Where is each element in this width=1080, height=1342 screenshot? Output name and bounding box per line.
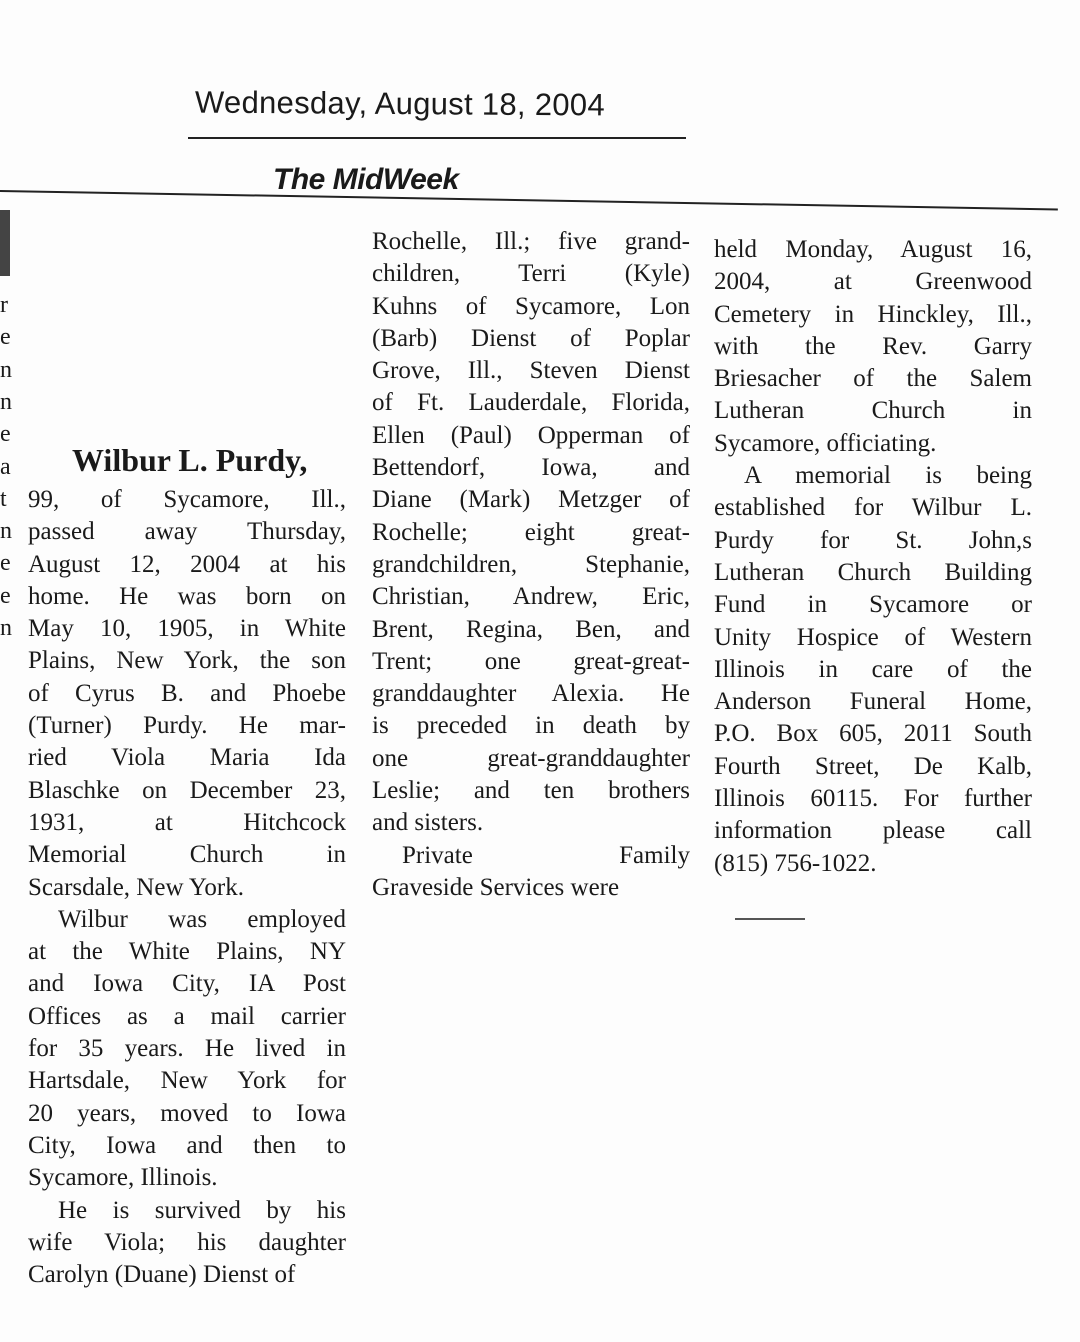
text-line: 2004, at Greenwood — [714, 268, 1032, 296]
text-line: Trent; one great-great- — [372, 647, 690, 675]
text-line: Leslie; and ten brothers — [372, 777, 690, 805]
text-line: Lutheran Church Building — [714, 558, 1032, 586]
header-rule — [0, 190, 1058, 210]
letter-fragment: e — [0, 421, 11, 448]
letter-fragment: n — [0, 615, 12, 641]
text-line: Offices as a mail carrier — [28, 1002, 346, 1030]
text-line: (815) 756-1022. — [714, 849, 877, 877]
text-line: Wilbur was employed — [58, 905, 346, 933]
text-line: Blaschke on December 23, — [28, 776, 346, 804]
text-line: Carolyn (Duane) Dienst of — [28, 1261, 296, 1289]
letter-fragment: e — [0, 550, 11, 577]
letter-fragment: n — [0, 388, 12, 415]
text-line: He is survived by his — [58, 1196, 346, 1224]
text-line: Private Family — [402, 841, 690, 869]
text-line: Unity Hospice of Western — [714, 623, 1032, 651]
text-line: Brent, Regina, Ben, and — [372, 615, 690, 643]
text-line: 20 years, moved to Iowa — [28, 1099, 346, 1127]
text-line: is preceded in death by — [372, 712, 690, 740]
text-line: Hartsdale, New York for — [28, 1067, 346, 1095]
text-line: May 10, 1905, in White — [28, 615, 346, 643]
text-line: Fund in Sycamore or — [714, 591, 1032, 619]
text-line: passed away Thursday, — [28, 518, 346, 546]
text-line: Illinois in care of the — [714, 655, 1032, 683]
column-1 — [28, 484, 346, 1291]
text-line: Christian, Andrew, Eric, — [372, 583, 690, 611]
text-line: held Monday, August 16, — [714, 236, 1032, 263]
text-line: A memorial is being — [744, 462, 1032, 490]
text-line: home. He was born on — [28, 582, 346, 610]
letter-fragment: a — [0, 453, 11, 480]
text-line: Purdy for St. John,s — [714, 526, 1032, 554]
text-line: City, Iowa and then to — [28, 1131, 346, 1159]
text-line: of Cyrus B. and Phoebe — [28, 679, 346, 707]
text-line: and sisters. — [372, 809, 484, 837]
text-line: Grove, Ill., Steven Dienst — [372, 357, 690, 385]
letter-fragment: e — [0, 582, 11, 609]
text-line: Bettendorf, Iowa, and — [372, 454, 690, 482]
column-2 — [372, 226, 690, 904]
date-underline — [188, 137, 686, 139]
text-line: P.O. Box 605, 2011 South — [714, 720, 1032, 748]
text-line: and Iowa City, IA Post — [28, 970, 346, 998]
text-line: 99, of Sycamore, Ill., — [28, 486, 346, 513]
text-line: granddaughter Alexia. He — [372, 680, 690, 708]
text-line: Sycamore, officiating. — [714, 429, 937, 457]
text-line: Memorial Church in — [28, 841, 346, 869]
text-line: Fourth Street, De Kalb, — [714, 752, 1032, 780]
publication-name: The MidWeek — [273, 163, 459, 196]
issue-date: Wednesday, August 18, 2004 — [194, 84, 606, 123]
text-line: Rochelle; eight great- — [372, 518, 690, 546]
text-line: Briesacher of the Salem — [714, 365, 1032, 393]
edge-photo-fragment — [0, 210, 10, 276]
text-line: information please call — [714, 817, 1032, 845]
text-line: at the White Plains, NY — [28, 938, 346, 966]
text-line: August 12, 2004 at his — [28, 550, 346, 578]
text-line: Sycamore, Illinois. — [28, 1164, 218, 1192]
text-line: 1931, at Hitchcock — [28, 808, 346, 836]
letter-fragment: t — [0, 485, 7, 512]
text-line: wife Viola; his daughter — [28, 1228, 346, 1256]
text-line: ried Viola Maria Ida — [28, 744, 346, 772]
text-line: grandchildren, Stephanie, — [372, 550, 690, 578]
text-line: (Barb) Dienst of Poplar — [372, 324, 690, 352]
text-line: Graveside Services were — [372, 873, 620, 901]
text-line: for 35 years. He lived in — [28, 1035, 346, 1063]
text-line: Scarsdale, New York. — [28, 873, 244, 901]
text-line: established for Wilbur L. — [714, 494, 1032, 522]
end-rule — [735, 918, 805, 920]
letter-fragment: e — [0, 324, 11, 351]
text-line: Cemetery in Hinckley, Ill., — [714, 300, 1032, 328]
text-line: Plains, New York, the son — [28, 647, 346, 675]
text-line: Lutheran Church in — [714, 397, 1032, 425]
text-line: Diane (Mark) Metzger of — [372, 486, 690, 514]
text-line: Illinois 60115. For further — [714, 785, 1032, 813]
text-line: of Ft. Lauderdale, Florida, — [372, 389, 690, 417]
text-line: Ellen (Paul) Opperman of — [372, 421, 690, 449]
text-line: with the Rev. Garry — [714, 332, 1032, 360]
letter-fragment: r — [0, 292, 8, 318]
text-line: children, Terri (Kyle) — [372, 260, 690, 288]
text-line: Rochelle, Ill.; five grand- — [372, 228, 690, 255]
column-3 — [714, 234, 1032, 880]
text-line: one great-granddaughter — [372, 744, 690, 772]
obituary-name: Wilbur L. Purdy, — [72, 442, 308, 478]
text-line: (Turner) Purdy. He mar- — [28, 712, 346, 740]
letter-fragment: n — [0, 356, 12, 383]
text-line: Anderson Funeral Home, — [714, 688, 1032, 716]
text-line: Kuhns of Sycamore, Lon — [372, 292, 690, 320]
letter-fragment: n — [0, 518, 12, 545]
